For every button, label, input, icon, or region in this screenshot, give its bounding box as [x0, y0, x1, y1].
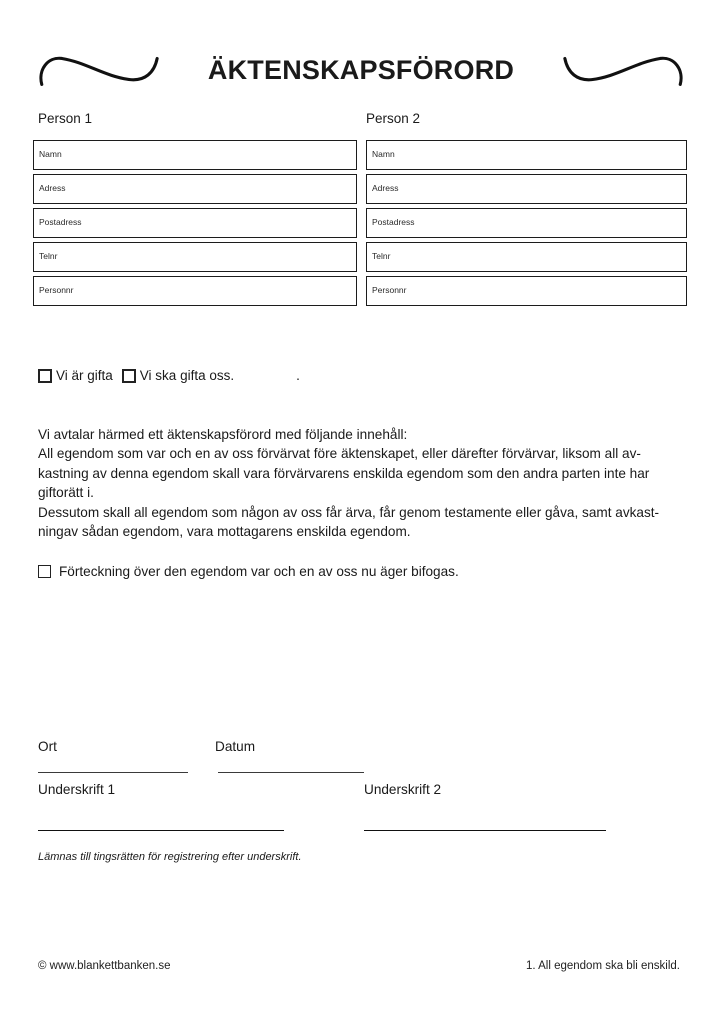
field-adress-person1[interactable] [33, 174, 357, 204]
field-label-adress: Adress [372, 183, 399, 193]
field-postadress-person2[interactable] [366, 208, 687, 238]
field-personnr-person1[interactable] [33, 276, 357, 306]
underskrift1-label: Underskrift 1 [38, 782, 116, 797]
field-label-telnr: Telnr [39, 251, 58, 261]
field-personnr-person2[interactable] [366, 276, 687, 306]
footer-copyright: © www.blankettbanken.se [38, 960, 171, 972]
field-telnr-person1[interactable] [33, 242, 357, 272]
ort-fill-line[interactable] [38, 772, 188, 773]
agreement-text [38, 425, 688, 541]
period-text: . [296, 368, 300, 383]
person1-fields-column [33, 140, 357, 310]
field-postadress-person1[interactable] [33, 208, 357, 238]
field-label-namn: Namn [372, 149, 395, 159]
field-telnr-person2[interactable] [366, 242, 687, 272]
field-label-postadress: Postadress [39, 217, 82, 227]
agreement-line: giftorätt i. [38, 485, 94, 501]
agreement-line: ningav sådan egendom, vara mottagarens enskilda egendom. [38, 524, 411, 540]
field-namn-person1[interactable] [33, 140, 357, 170]
field-adress-person2[interactable] [366, 174, 687, 204]
person2-fields-column [366, 140, 687, 310]
header [36, 50, 686, 90]
checkbox-vi-ska-gifta-oss-label: Vi ska gifta oss. [139, 368, 235, 383]
datum-label: Datum [215, 739, 256, 754]
field-label-personnr: Personnr [372, 285, 407, 295]
signature2-line[interactable] [364, 830, 606, 831]
footer-variant-note: 1. All egendom ska bli enskild. [525, 960, 680, 972]
field-label-telnr: Telnr [372, 251, 391, 261]
agreement-line: All egendom som var och en av oss förvärvat före äktenskapet, eller därefter förvärvar, liksom all av- [38, 446, 641, 462]
person-fields-table [33, 140, 687, 310]
person1-heading: Person 1 [38, 111, 93, 126]
checkbox-forteckning-bifogas[interactable] [38, 565, 51, 578]
field-label-namn: Namn [39, 149, 62, 159]
ort-label: Ort [38, 739, 57, 754]
marital-status-row [38, 368, 300, 383]
flourish-left-icon [36, 50, 161, 90]
signature1-line[interactable] [38, 830, 284, 831]
flourish-right-icon [561, 50, 686, 90]
checkbox-vi-ar-gifta[interactable] [38, 369, 52, 383]
page-title: ÄKTENSKAPSFÖRORD [207, 54, 515, 85]
underskrift2-label: Underskrift 2 [364, 782, 442, 797]
agreement-line: Dessutom skall all egendom som någon av oss får ärva, får genom testamente eller gåva, samt avkast- [38, 504, 660, 520]
checkbox-vi-ska-gifta-oss[interactable] [122, 369, 136, 383]
attachment-row [38, 564, 459, 579]
checkbox-forteckning-label: Förteckning över den egendom var och en av oss nu äger bifogas. [59, 564, 459, 579]
datum-fill-line[interactable] [218, 772, 364, 773]
person2-heading: Person 2 [366, 111, 421, 126]
agreement-line: kastning av denna egendom skall vara förvärvarens enskilda egendom som den andra parten inte har [38, 465, 650, 481]
field-label-adress: Adress [39, 183, 66, 193]
agreement-line: Vi avtalar härmed ett äktenskapsförord med följande innehåll: [38, 427, 408, 442]
field-label-personnr: Personnr [39, 285, 74, 295]
wedding-date-fill-area[interactable] [234, 369, 296, 383]
field-label-postadress: Postadress [372, 217, 415, 227]
registration-note: Lämnas till tingsrätten för registrering efter underskrift. [38, 851, 302, 863]
footer [38, 960, 680, 972]
field-namn-person2[interactable] [366, 140, 687, 170]
checkbox-vi-ar-gifta-label: Vi är gifta [56, 368, 113, 383]
